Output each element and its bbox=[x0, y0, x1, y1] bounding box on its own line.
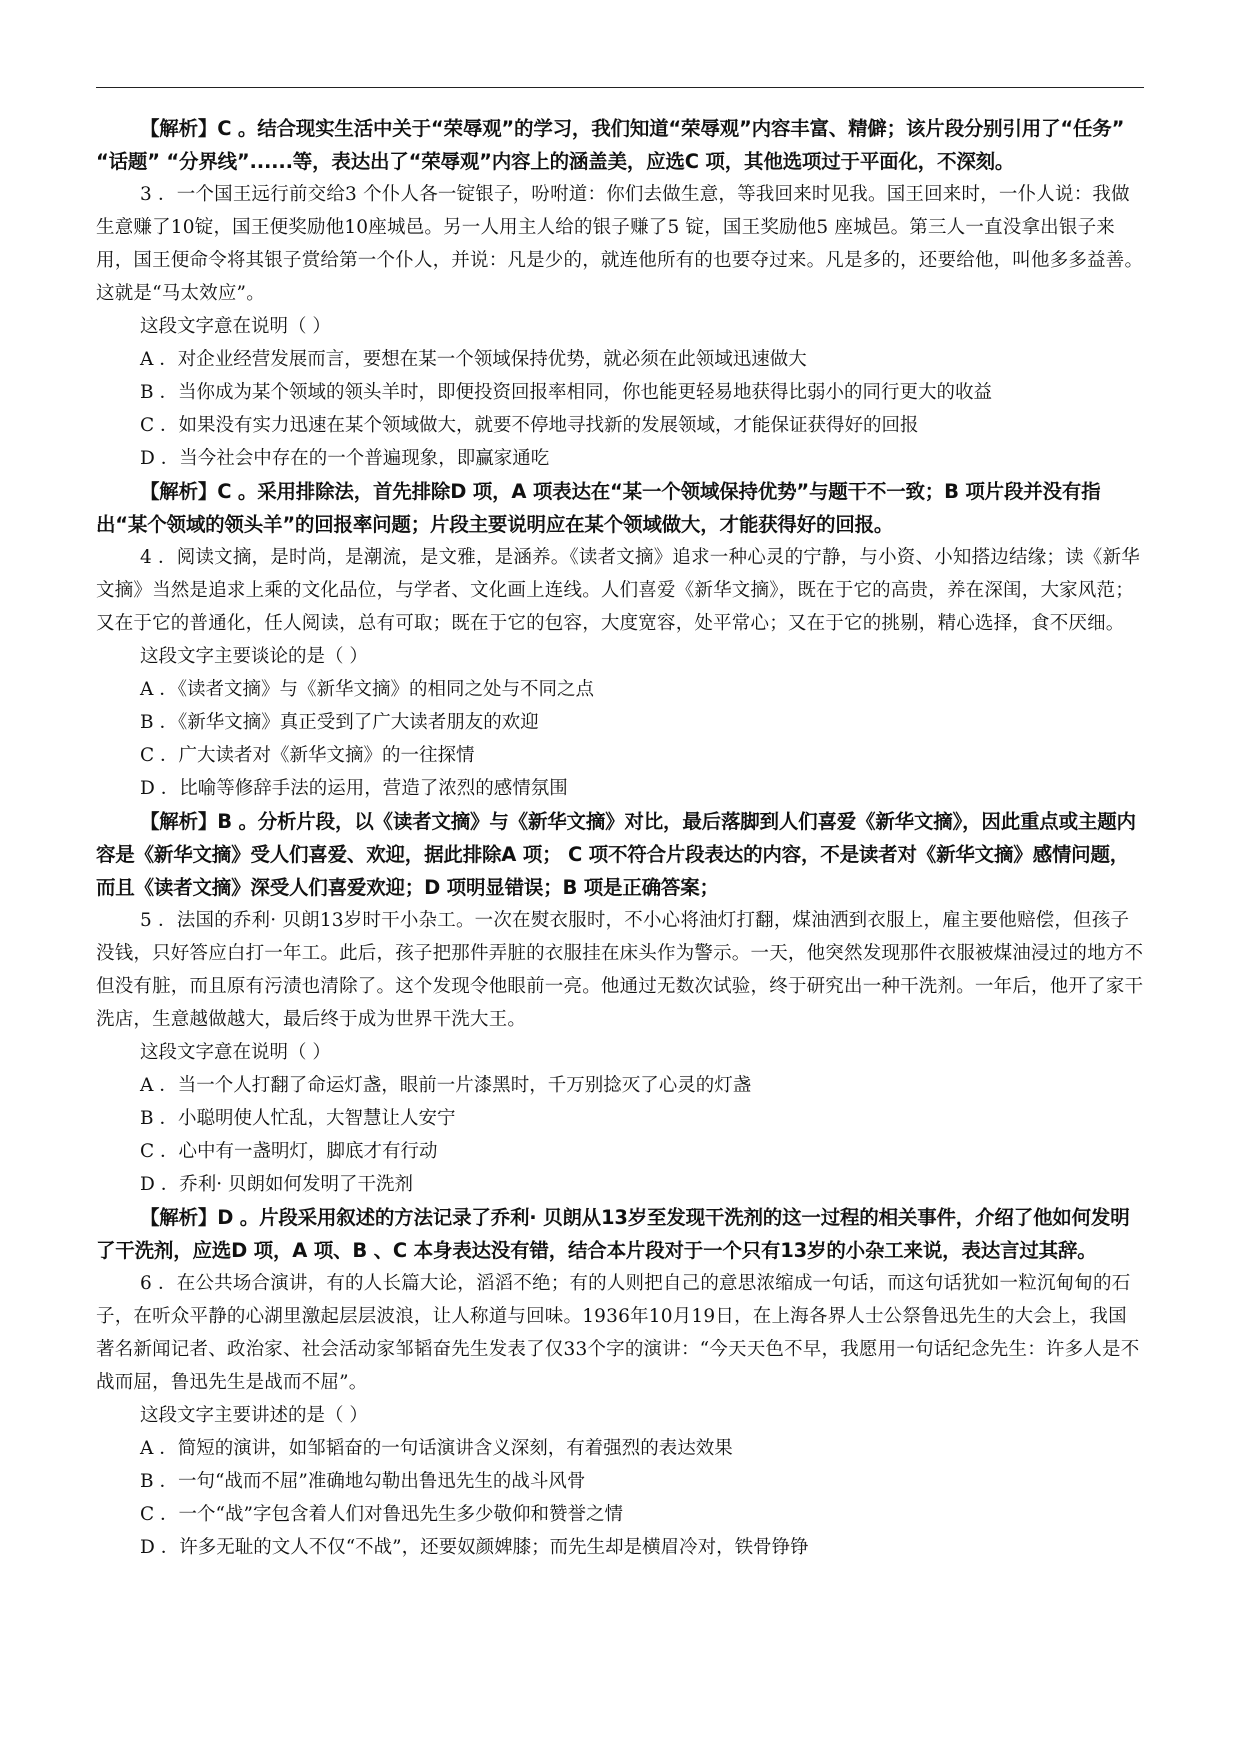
question-stem: 这段文字意在说明（ ） bbox=[140, 1042, 331, 1063]
answer-option: A ．当一个人打翻了命运灯盏，眼前一片漆黑时，千万别捻灭了心灵的灯盏 bbox=[140, 1075, 752, 1096]
analysis-paragraph bbox=[96, 1201, 1144, 1267]
answer-option: B ．《新华文摘》真正受到了广大读者朋友的欢迎 bbox=[140, 712, 539, 733]
header-rule bbox=[96, 87, 1144, 88]
answer-option: B ．一句“战而不屈”准确地勾勒出鲁迅先生的战斗风骨 bbox=[140, 1471, 586, 1492]
analysis-paragraph bbox=[96, 475, 1144, 541]
analysis-paragraph bbox=[96, 112, 1144, 178]
answer-option: D ．乔利· 贝朗如何发明了干洗剂 bbox=[140, 1174, 413, 1195]
analysis-text: B 。分析片段，以《读者文摘》与《新华文摘》对比，最后落脚到人们喜爱《新华文摘》，因此重点或主题内容是《新华文摘》受人们喜爱、欢迎，据此排除A 项； C 项不符合片段表达的内容，不是读者对《新华文摘》感情问题，而且《读者文摘》深受人们喜爱欢迎；D 项明显错误；B 项是正确答案； bbox=[96, 810, 1136, 899]
question-paragraph: 6 ．在公共场合演讲，有的人长篇大论，滔滔不绝；有的人则把自己的意思浓缩成一句话，而这句话犹如一粒沉甸甸的石子，在听众平静的心湖里激起层层波浪，让人称道与回味。1936年10月19日，在上海各界人士公祭鲁迅先生的大会上，我国著名新闻记者、政治家、社会活动家邹韬奋先生发表了仅33个字的演讲：“今天天色不早，我愿用一句话纪念先生：许多人是不战而屈，鲁迅先生是战而不屈”。 bbox=[96, 1273, 1140, 1393]
analysis-label: 【解析】 bbox=[140, 1206, 218, 1229]
question-stem: 这段文字主要讲述的是（ ） bbox=[140, 1405, 368, 1426]
question-stem: 这段文字主要谈论的是（ ） bbox=[140, 646, 368, 667]
analysis-label: 【解析】 bbox=[140, 480, 218, 503]
answer-option: A ．对企业经营发展而言，要想在某一个领域保持优势，就必须在此领域迅速做大 bbox=[140, 349, 807, 370]
question-paragraph: 4 ．阅读文摘，是时尚，是潮流，是文雅，是涵养。《读者文摘》追求一种心灵的宁静，与小资、小知搭边结缘；读《新华文摘》当然是追求上乘的文化品位，与学者、文化画上连线。人们喜爱《新华文摘》，既在于它的高贵，养在深闺，大家风范；又在于它的普通化，任人阅读，总有可取；既在于它的包容，大度宽容，处平常心；又在于它的挑剔，精心选择，食不厌细。 bbox=[96, 547, 1140, 634]
answer-option: D ．比喻等修辞手法的运用，营造了浓烈的感情氛围 bbox=[140, 778, 568, 799]
analysis-text: C 。结合现实生活中关于“荣辱观”的学习，我们知道“荣辱观”内容丰富、精僻；该片段分别引用了“任务” “话题” “分界线”......等，表达出了“荣辱观”内容上的涵盖美，应选C 项，其他选项过于平面化，不深刻。 bbox=[96, 117, 1125, 173]
answer-option: C ．如果没有实力迅速在某个领域做大，就要不停地寻找新的发展领域，才能保证获得好的回报 bbox=[140, 415, 919, 436]
document-body bbox=[96, 112, 1144, 1564]
analysis-label: 【解析】 bbox=[140, 117, 218, 140]
answer-option: C ．广大读者对《新华文摘》的一往探情 bbox=[140, 745, 475, 766]
answer-option: D ．许多无耻的文人不仅“不战”，还要奴颜婢膝；而先生却是横眉冷对，铁骨铮铮 bbox=[140, 1537, 809, 1558]
analysis-text: C 。采用排除法，首先排除D 项，A 项表达在“某一个领域保持优势”与题干不一致；B 项片段并没有指出“某个领域的领头羊”的回报率问题；片段主要说明应在某个领域做大，才能获得好的回报。 bbox=[96, 480, 1101, 536]
question-paragraph: 3 ．一个国王远行前交给3 个仆人各一锭银子，吩咐道：你们去做生意，等我回来时见我。国王回来时，一仆人说：我做生意赚了10锭，国王便奖励他10座城邑。另一人用主人给的银子赚了5 锭，国王奖励他5 座城邑。第三人一直没拿出银子来用，国王便命令将其银子赏给第一个仆人，并说：凡是少的，就连他所有的也要夺过来。凡是多的，还要给他，叫他多多益善。这就是“马太效应”。 bbox=[96, 184, 1144, 304]
answer-option: D ．当今社会中存在的一个普遍现象，即赢家通吃 bbox=[140, 448, 550, 469]
question-stem: 这段文字意在说明（ ） bbox=[140, 316, 331, 337]
question-paragraph: 5 ．法国的乔利· 贝朗13岁时干小杂工。一次在熨衣服时，不小心将油灯打翻，煤油洒到衣服上，雇主要他赔偿，但孩子没钱，只好答应白打一年工。此后，孩子把那件弄脏的衣服挂在床头作为警示。一天，他突然发现那件衣服被煤油浸过的地方不但没有脏，而且原有污渍也清除了。这个发现令他眼前一亮。他通过无数次试验，终于研究出一种干洗剂。一年后，他开了家干洗店，生意越做越大，最后终于成为世界干洗大王。 bbox=[96, 910, 1144, 1030]
answer-option: C ．一个“战”字包含着人们对鲁迅先生多少敬仰和赞誉之情 bbox=[140, 1504, 623, 1525]
answer-option: A ．《读者文摘》与《新华文摘》的相同之处与不同之点 bbox=[140, 679, 594, 700]
answer-option: B ．小聪明使人忙乱，大智慧让人安宁 bbox=[140, 1108, 456, 1129]
answer-option: B ．当你成为某个领域的领头羊时，即便投资回报率相同，你也能更轻易地获得比弱小的同行更大的收益 bbox=[140, 382, 992, 403]
answer-option: A ．简短的演讲，如邹韬奋的一句话演讲含义深刻，有着强烈的表达效果 bbox=[140, 1438, 733, 1459]
analysis-text: D 。片段采用叙述的方法记录了乔利· 贝朗从13岁至发现干洗剂的这一过程的相关事件，介绍了他如何发明了干洗剂，应选D 项，A 项、B 、C 本身表达没有错，结合本片段对于一个只有13岁的小杂工来说，表达言过其辞。 bbox=[96, 1206, 1130, 1262]
answer-option: C ．心中有一盏明灯，脚底才有行动 bbox=[140, 1141, 438, 1162]
analysis-label: 【解析】 bbox=[140, 810, 218, 833]
analysis-paragraph bbox=[96, 805, 1144, 904]
